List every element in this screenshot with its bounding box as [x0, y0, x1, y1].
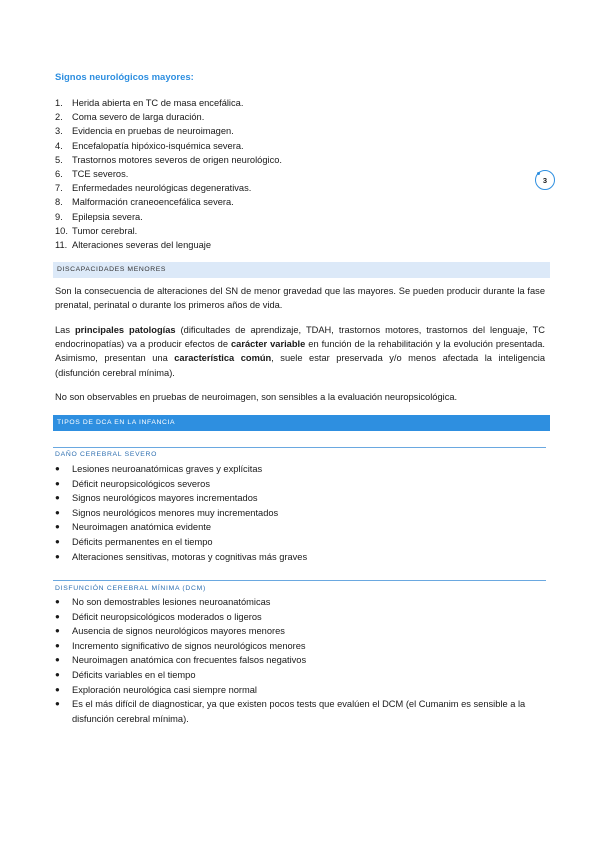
section-header-discapacidades: DISCAPACIDADES MENORES: [53, 262, 550, 278]
item-text: Déficits variables en el tiempo: [72, 669, 196, 680]
subheading-dcm: DISFUNCIÓN CEREBRAL MÍNIMA (DCM): [55, 585, 206, 592]
list-item: [55, 224, 415, 238]
item-number: 6.: [55, 169, 63, 180]
item-text: Lesiones neuroanatómicas graves y explícitas: [72, 464, 263, 474]
item-number: 4.: [55, 140, 63, 151]
list-item: [55, 153, 415, 167]
item-number: 9.: [55, 211, 63, 222]
item-text: Déficits permanentes en el tiempo: [72, 536, 213, 547]
text-run: Las: [55, 325, 75, 335]
item-text: Evidencia en pruebas de neuroimagen.: [72, 126, 234, 137]
item-text: Neuroimagen anatómica evidente: [72, 522, 212, 533]
item-number: 10.: [55, 225, 68, 236]
list-item: [55, 653, 545, 668]
item-text: Signos neurológicos mayores incrementados: [72, 493, 258, 504]
item-text: Encefalopatía hipóxico-isquémica severa.: [72, 140, 244, 151]
list-item: [55, 181, 415, 195]
list-item: [55, 610, 545, 625]
subheading-dano-severo: DAÑO CEREBRAL SEVERO: [55, 451, 158, 458]
list-item: [55, 195, 415, 209]
list-item: [55, 668, 545, 683]
page-number: 3: [542, 175, 548, 185]
item-text: Epilepsia severa.: [72, 211, 143, 222]
item-number: 3.: [55, 126, 63, 137]
bullet-icon: ●: [55, 551, 60, 561]
item-text: Incremento significativo de signos neurológicos menores: [72, 640, 306, 651]
bold-run: principales patologías: [74, 325, 176, 335]
bullet-icon: ●: [55, 640, 60, 650]
list-item: [55, 595, 545, 610]
item-text: Déficit neuropsicológicos severos: [72, 478, 210, 489]
paragraph-consecuencia: Son la consecuencia de alteraciones del SN de menor gravedad que las mayores. Se pueden producir durante la fase prenatal, perinatal o durante los primeros años de vida.: [55, 286, 545, 311]
list-item: [55, 520, 545, 535]
bullet-icon: ●: [55, 699, 60, 709]
item-text: Trastornos motores severos de origen neurológico.: [72, 154, 282, 165]
dcm-list: [55, 595, 545, 726]
item-text: Tumor cerebral.: [72, 225, 138, 236]
list-item: [55, 491, 545, 506]
text-run: en función de la rehabilitación y la evolución presentada. Asimismo, presentan una: [55, 339, 545, 364]
item-text: No son demostrables lesiones neuroanatómicas: [72, 597, 271, 607]
signos-title: Signos neurológicos mayores:: [55, 72, 194, 83]
item-number: 11.: [55, 240, 68, 251]
bullet-icon: ●: [55, 669, 60, 679]
item-text: Coma severo de larga duración.: [72, 112, 205, 123]
list-item: [55, 210, 415, 224]
list-item: [55, 124, 415, 138]
bullet-icon: ●: [55, 507, 60, 517]
bullet-icon: ●: [55, 522, 60, 532]
bold-run: característica común: [174, 353, 272, 364]
item-number: 2.: [55, 112, 63, 123]
bullet-icon: ●: [55, 536, 60, 546]
item-text: Signos neurológicos menores muy incrementados: [72, 507, 279, 518]
list-item: [55, 624, 545, 639]
item-number: 7.: [55, 183, 63, 194]
divider: [53, 580, 546, 581]
list-item: [55, 639, 545, 654]
list-item: [55, 96, 415, 110]
item-text: Déficit neuropsicológicos moderados o ligeros: [72, 611, 262, 622]
bold-run: carácter variable: [230, 339, 306, 350]
item-number: 5.: [55, 154, 63, 165]
item-number: 8.: [55, 197, 63, 208]
list-item: [55, 697, 545, 726]
item-number: 1.: [55, 98, 63, 108]
bullet-icon: ●: [55, 684, 60, 694]
bullet-icon: ●: [55, 597, 60, 606]
item-text: Exploración neurológica casi siempre normal: [72, 684, 257, 695]
list-item: [55, 110, 415, 124]
bullet-icon: ●: [55, 464, 60, 473]
text-run: , suele estar preservada y/o menos afectada la inteligencia (disfunción cerebral mínima).: [55, 353, 546, 378]
item-text: Ausencia de signos neurológicos mayores menores: [72, 626, 285, 637]
item-text: Alteraciones severas del lenguaje: [72, 240, 212, 251]
item-text: Malformación craneoencefálica severa.: [72, 197, 234, 208]
list-item: [55, 550, 545, 565]
item-text: Es el más difícil de diagnosticar, ya que existen pocos tests que evalúen el DCM (el Cumanim es sensible a la disfunción cerebral mínima).: [72, 699, 526, 724]
page-number-badge: [535, 170, 555, 190]
list-item: [55, 167, 415, 181]
item-text: Enfermedades neurológicas degenerativas.: [72, 183, 252, 194]
item-text: Neuroimagen anatómica con frecuentes falsos negativos: [72, 655, 307, 666]
list-item: [55, 506, 545, 521]
bullet-icon: ●: [55, 655, 60, 665]
badge-dot-icon: [537, 172, 540, 175]
list-item: [55, 238, 415, 252]
bullet-icon: ●: [55, 611, 60, 621]
list-item: [55, 139, 415, 153]
signos-list: [55, 96, 415, 252]
bullet-icon: ●: [55, 626, 60, 636]
divider: [53, 447, 546, 448]
bullet-icon: ●: [55, 493, 60, 503]
text-run: (dificultades de aprendizaje, TDAH, trastornos motores, trastornos del lenguaje, TC endocrinopatías) va a producir efectos de: [55, 325, 545, 350]
item-text: Herida abierta en TC de masa encefálica.: [72, 98, 244, 108]
list-item: [55, 462, 545, 477]
item-text: Alteraciones sensitivas, motoras y cognitivas más graves: [72, 551, 308, 562]
item-text: TCE severos.: [72, 169, 129, 180]
paragraph-patologias: [55, 323, 545, 380]
paragraph-observables: No son observables en pruebas de neuroimagen, son sensibles a la evaluación neuropsicológica.: [55, 392, 458, 402]
section-header-tipos: TIPOS DE DCA EN LA INFANCIA: [53, 415, 550, 431]
list-item: [55, 535, 545, 550]
severo-list: [55, 462, 545, 564]
list-item: [55, 477, 545, 492]
list-item: [55, 683, 545, 698]
bullet-icon: ●: [55, 478, 60, 488]
